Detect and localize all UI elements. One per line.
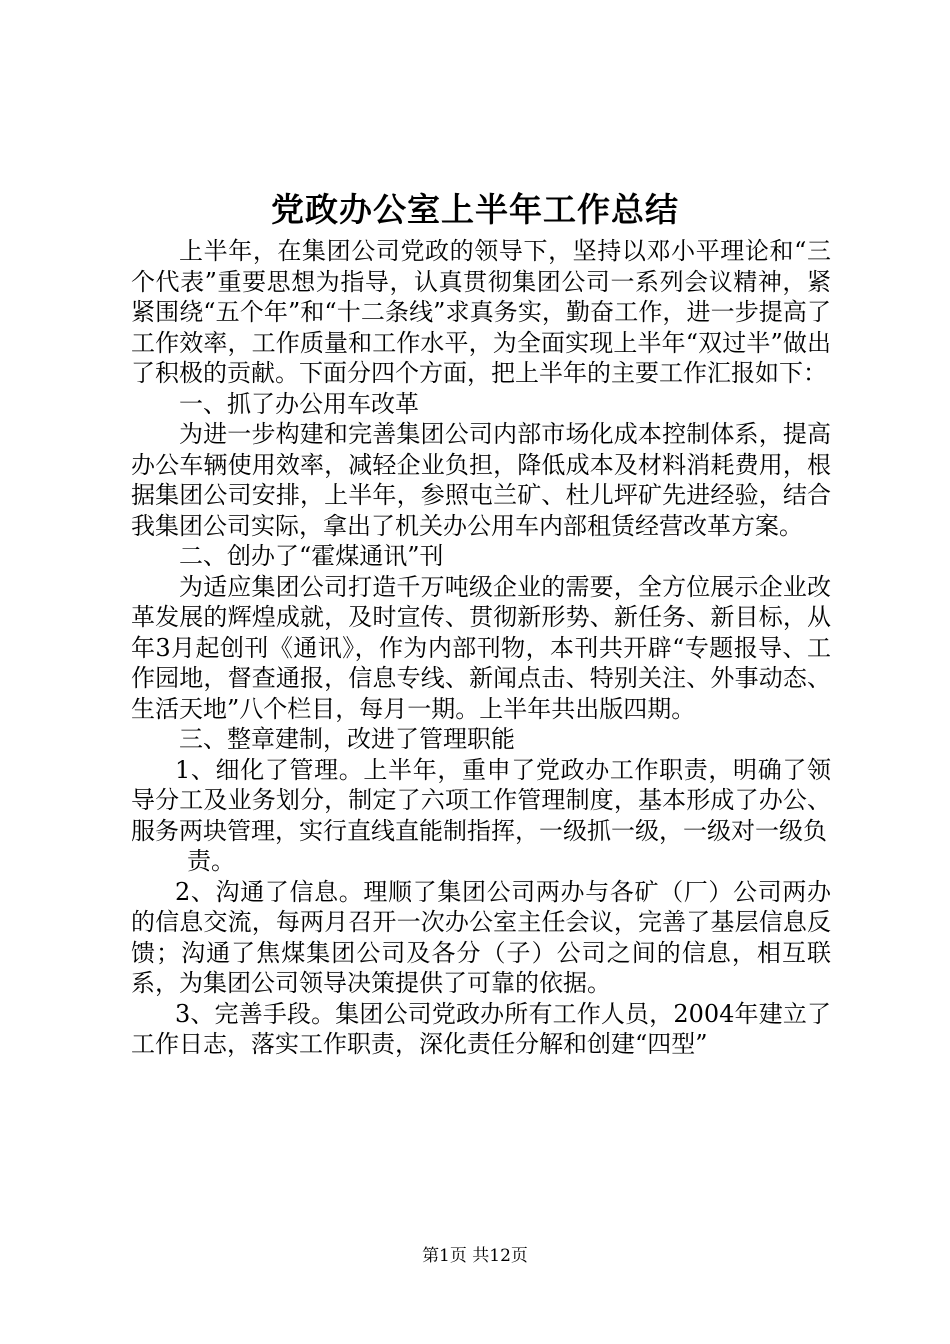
section-heading-3: 三、整章建制，改进了管理职能 bbox=[179, 725, 515, 753]
section-paragraph-1: 为进一步构建和完善集团公司内部市场化成本控制体系，提高办公车辆使用效率，减轻企业负担，降低成本及材料消耗费用，根据集团公司安排，上半年，参照屯兰矿、杜儿坪矿先进经验，结合我集团公司实际，拿出了机关办公用车内部租赁经营改革方案。 bbox=[131, 420, 831, 540]
section-heading-1: 一、抓了办公用车改革 bbox=[179, 389, 419, 418]
item-paragraph-1-continued: 责。 bbox=[187, 847, 235, 875]
section-paragraph-2: 为适应集团公司打造千万吨级企业的需要，全方位展示企业改革发展的辉煌成就，及时宣传、贯彻新形势、新任务、新目标，从年3月起创刊《通讯》，作为内部刊物，本刊共开辟“专题报导、工作园地，督查通报，信息专线、新闻点击、特别关注、外事动态、生活天地”八个栏目，每月一期。上半年共出版四期。 bbox=[131, 572, 831, 723]
item-paragraph-3: 3、完善手段。集团公司党政办所有工作人员，2004年建立了工作日志，落实工作职责，深化责任分解和创建“四型” bbox=[131, 999, 831, 1058]
item-paragraph-1: 1、细化了管理。上半年，重申了党政办工作职责，明确了领导分工及业务划分，制定了六项工作管理制度，基本形成了办公、服务两块管理，实行直线直能制指挥，一级抓一级，一级对一级负 bbox=[131, 755, 831, 845]
document-title: 党政办公室上半年工作总结 bbox=[271, 190, 679, 229]
document-body bbox=[131, 236, 831, 1060]
section-heading-2: 二、创办了“霍煤通讯”刊 bbox=[179, 542, 444, 570]
intro-paragraph: 上半年，在集团公司党政的领导下，坚持以邓小平理论和“三个代表”重要思想为指导，认真贯彻集团公司一系列会议精神，紧紧围绕“五个年”和“十二条线”求真务实，勤奋工作，进一步提高了工作效率，工作质量和工作水平，为全面实现上半年“双过半”做出了积极的贡献。下面分四个方面，把上半年的主要工作汇报如下： bbox=[131, 237, 831, 387]
page-number-footer: 第1页 共12页 bbox=[422, 1246, 528, 1266]
item-paragraph-2: 2、沟通了信息。理顺了集团公司两办与各矿（厂）公司两办的信息交流，每两月召开一次办公室主任会议，完善了基层信息反馈；沟通了焦煤集团公司及各分（子）公司之间的信息，相互联系，为集团公司领导决策提供了可靠的依据。 bbox=[131, 877, 831, 997]
